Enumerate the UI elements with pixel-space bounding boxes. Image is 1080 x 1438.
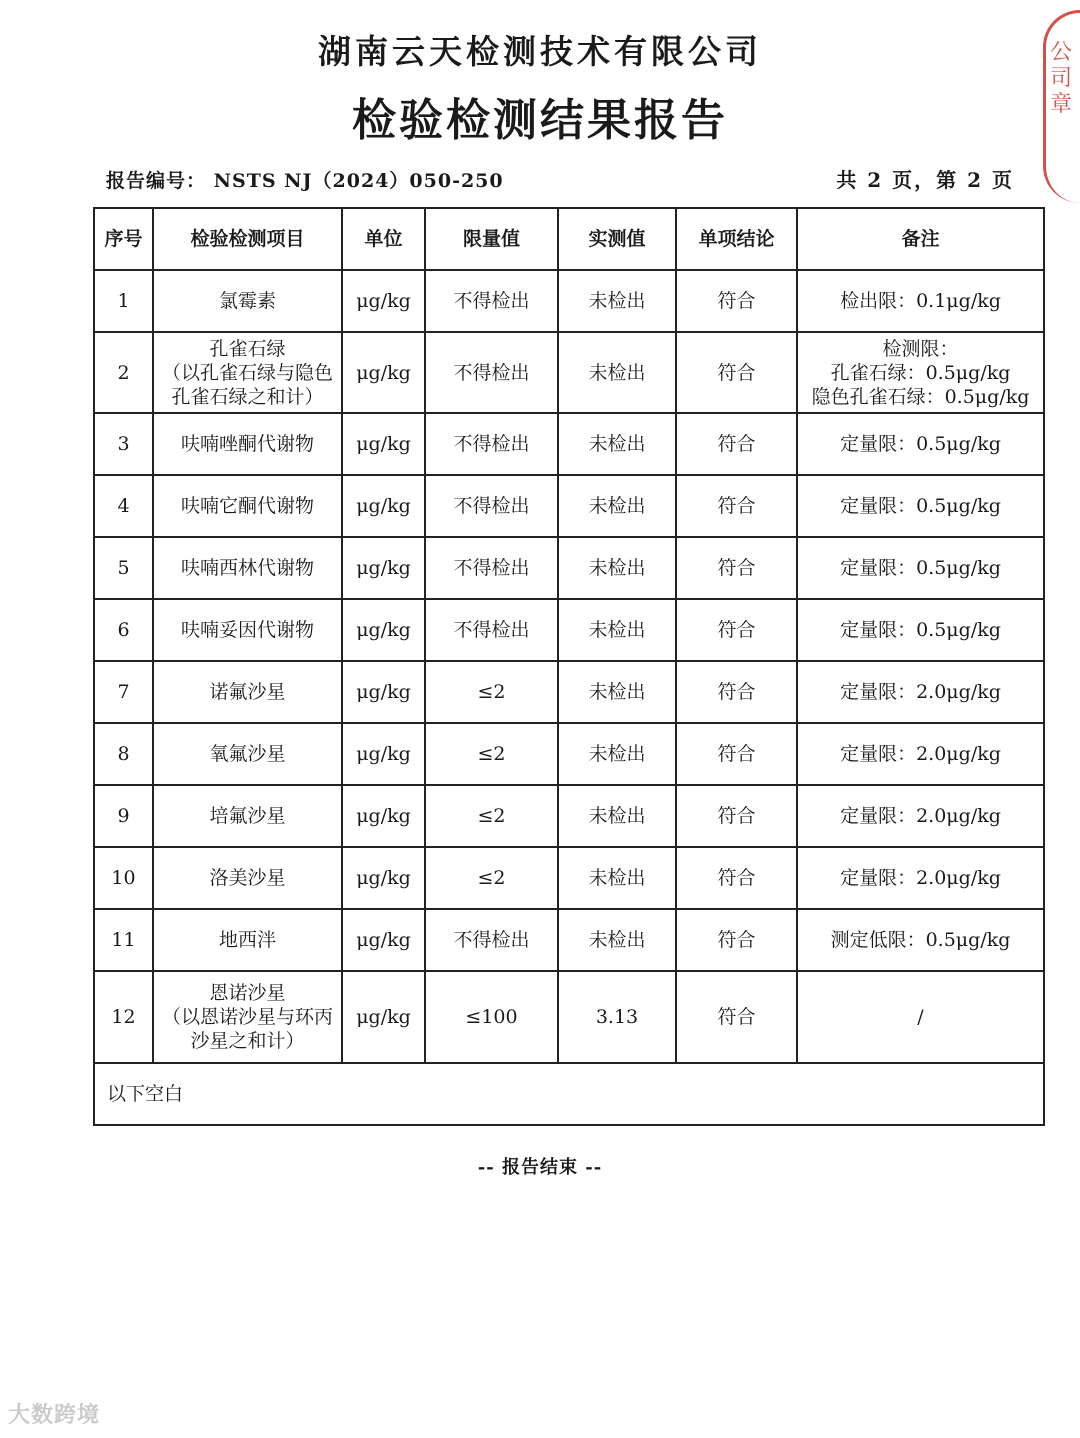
cell-item [153, 723, 342, 785]
cell-no-text: 7 [117, 681, 130, 703]
cell-item [153, 971, 342, 1063]
cell-limit-text: ≤2 [477, 681, 506, 703]
cell-no [94, 332, 153, 413]
cell-remark-text: 隐色孔雀石绿：0.5μg/kg [811, 385, 1030, 408]
cell-no [94, 723, 153, 785]
cell-measured [558, 475, 676, 537]
cell-unit [342, 599, 425, 661]
cell-remark-text: 测定低限：0.5μg/kg [830, 929, 1011, 951]
cell-remark [797, 723, 1044, 785]
cell-item [153, 909, 342, 971]
cell-limit-text: ≤100 [465, 1006, 518, 1028]
table-row [94, 723, 1044, 785]
header-measured: 实测值 [558, 208, 676, 270]
cell-remark-text: 检出限：0.1μg/kg [840, 290, 1001, 312]
cell-remark [797, 332, 1044, 413]
cell-measured-text: 未检出 [588, 619, 646, 641]
cell-remark [797, 413, 1044, 475]
cell-limit-text: 不得检出 [453, 619, 530, 641]
cell-conclusion [676, 971, 797, 1063]
cell-limit-text: 不得检出 [453, 290, 530, 312]
header-remark: 备注 [797, 208, 1044, 270]
cell-unit [342, 909, 425, 971]
cell-conclusion-text: 符合 [717, 681, 756, 703]
cell-item-text: 地西泮 [218, 929, 276, 951]
cell-item-text: 呋喃西林代谢物 [180, 557, 314, 579]
cell-remark [797, 475, 1044, 537]
cell-conclusion [676, 413, 797, 475]
cell-conclusion-text: 符合 [717, 1006, 756, 1028]
cell-conclusion-text: 符合 [717, 433, 756, 455]
cell-item-text: 氯霉素 [218, 290, 276, 312]
cell-no-text: 5 [117, 557, 130, 579]
cell-unit [342, 723, 425, 785]
cell-remark [797, 909, 1044, 971]
cell-item-text: （以恩诺沙星与环丙 [161, 1006, 333, 1028]
cell-item-text: 呋喃它酮代谢物 [180, 495, 314, 517]
cell-conclusion-text: 符合 [717, 290, 756, 312]
cell-conclusion [676, 661, 797, 723]
cell-unit-text: μg/kg [356, 1006, 411, 1028]
cell-unit [342, 475, 425, 537]
cell-item [153, 332, 342, 413]
cell-unit [342, 847, 425, 909]
table-row [94, 909, 1044, 971]
cell-remark [797, 785, 1044, 847]
cell-measured [558, 332, 676, 413]
cell-no-text: 6 [117, 619, 130, 641]
watermark-logo: 大数跨境 [8, 1403, 101, 1428]
cell-unit [342, 661, 425, 723]
cell-item-text: 孔雀石绿 [209, 337, 286, 360]
cell-item-text: 沙星之和计） [190, 1030, 305, 1052]
cell-unit [342, 332, 425, 413]
cell-no-text: 12 [111, 1006, 136, 1028]
cell-no-text: 3 [117, 433, 130, 455]
cell-measured [558, 785, 676, 847]
cell-conclusion [676, 723, 797, 785]
cell-conclusion-text: 符合 [717, 805, 756, 827]
cell-remark [797, 971, 1044, 1063]
cell-item-text: （以孔雀石绿与隐色 [161, 361, 333, 384]
cell-conclusion [676, 847, 797, 909]
cell-item [153, 785, 342, 847]
table-row [94, 475, 1044, 537]
cell-limit [425, 413, 558, 475]
cell-remark-text: 定量限：2.0μg/kg [840, 805, 1001, 827]
cell-limit [425, 537, 558, 599]
cell-unit [342, 785, 425, 847]
cell-unit-text: μg/kg [356, 495, 411, 517]
cell-measured-text: 未检出 [588, 743, 646, 765]
cell-measured-text: 未检出 [588, 361, 646, 384]
cell-unit-text: μg/kg [356, 619, 411, 641]
blank-row [94, 1063, 1044, 1125]
report-title: 检验检测结果报告 [352, 95, 728, 146]
cell-measured-text: 未检出 [588, 495, 646, 517]
cell-no [94, 785, 153, 847]
cell-no-text: 8 [117, 743, 130, 765]
cell-unit [342, 270, 425, 332]
cell-measured [558, 413, 676, 475]
cell-remark [797, 847, 1044, 909]
table-row [94, 537, 1044, 599]
cell-item [153, 475, 342, 537]
cell-item [153, 270, 342, 332]
header-limit: 限量值 [425, 208, 558, 270]
cell-conclusion [676, 332, 797, 413]
header-unit: 单位 [342, 208, 425, 270]
cell-item-text: 孔雀石绿之和计） [171, 385, 324, 408]
blank-note: 以下空白 [94, 1063, 1044, 1125]
cell-item-text: 洛美沙星 [209, 867, 286, 889]
cell-no [94, 661, 153, 723]
cell-item-text: 恩诺沙星 [209, 982, 286, 1004]
table-row [94, 785, 1044, 847]
cell-item [153, 847, 342, 909]
cell-limit [425, 847, 558, 909]
cell-limit [425, 661, 558, 723]
cell-limit-text: 不得检出 [453, 433, 530, 455]
cell-conclusion-text: 符合 [717, 867, 756, 889]
cell-measured [558, 270, 676, 332]
cell-no [94, 971, 153, 1063]
cell-measured [558, 847, 676, 909]
cell-limit [425, 785, 558, 847]
header-conclusion: 单项结论 [676, 208, 797, 270]
cell-unit-text: μg/kg [356, 681, 411, 703]
cell-conclusion [676, 475, 797, 537]
cell-conclusion-text: 符合 [717, 495, 756, 517]
cell-conclusion-text: 符合 [717, 361, 756, 384]
report-end-marker: -- 报告结束 -- [477, 1157, 603, 1178]
cell-measured [558, 909, 676, 971]
cell-unit-text: μg/kg [356, 290, 411, 312]
cell-conclusion [676, 537, 797, 599]
cell-limit-text: 不得检出 [453, 557, 530, 579]
table-row [94, 332, 1044, 413]
cell-no [94, 537, 153, 599]
cell-remark-text: 定量限：0.5μg/kg [840, 433, 1001, 455]
cell-limit [425, 332, 558, 413]
cell-measured-text: 未检出 [588, 557, 646, 579]
cell-unit-text: μg/kg [356, 867, 411, 889]
cell-limit-text: ≤2 [477, 805, 506, 827]
cell-no-text: 1 [117, 290, 130, 312]
table-header-row [94, 208, 1044, 270]
page-count: 共 2 页，第 2 页 [836, 168, 1014, 192]
cell-unit [342, 413, 425, 475]
cell-remark [797, 599, 1044, 661]
company-name: 湖南云天检测技术有限公司 [318, 32, 762, 71]
cell-remark-text: 定量限：0.5μg/kg [840, 557, 1001, 579]
table-row [94, 599, 1044, 661]
cell-measured [558, 723, 676, 785]
cell-measured-text: 未检出 [588, 681, 646, 703]
results-table [93, 207, 1045, 1126]
cell-item [153, 599, 342, 661]
cell-measured [558, 599, 676, 661]
cell-unit-text: μg/kg [356, 743, 411, 765]
cell-no-text: 9 [117, 805, 130, 827]
cell-conclusion [676, 270, 797, 332]
table-row [94, 971, 1044, 1063]
cell-remark-text: 定量限：2.0μg/kg [840, 743, 1001, 765]
cell-no-text: 11 [111, 929, 136, 951]
cell-item-text: 呋喃妥因代谢物 [180, 619, 314, 641]
cell-conclusion-text: 符合 [717, 929, 756, 951]
cell-remark-text: 定量限：2.0μg/kg [840, 681, 1001, 703]
cell-unit [342, 537, 425, 599]
cell-limit-text: 不得检出 [453, 929, 530, 951]
cell-remark-text: 定量限：0.5μg/kg [840, 619, 1001, 641]
cell-limit [425, 723, 558, 785]
header-no: 序号 [94, 208, 153, 270]
cell-measured-text: 未检出 [588, 867, 646, 889]
cell-measured-text: 未检出 [588, 433, 646, 455]
cell-remark [797, 537, 1044, 599]
cell-unit [342, 971, 425, 1063]
cell-conclusion [676, 909, 797, 971]
cell-unit-text: μg/kg [356, 361, 411, 384]
cell-remark [797, 661, 1044, 723]
cell-no [94, 475, 153, 537]
cell-conclusion-text: 符合 [717, 619, 756, 641]
cell-measured-text: 未检出 [588, 805, 646, 827]
seal-text: 公司章 [1050, 40, 1073, 117]
cell-measured-text: 未检出 [588, 929, 646, 951]
cell-no [94, 847, 153, 909]
cell-limit [425, 475, 558, 537]
cell-remark-text: 孔雀石绿：0.5μg/kg [830, 361, 1011, 384]
cell-limit [425, 599, 558, 661]
cell-item-text: 呋喃唑酮代谢物 [180, 433, 314, 455]
cell-measured-text: 3.13 [595, 1006, 639, 1028]
cell-item-text: 培氟沙星 [209, 805, 286, 827]
table-row [94, 847, 1044, 909]
cell-measured-text: 未检出 [588, 290, 646, 312]
cell-item-text: 氧氟沙星 [209, 743, 286, 765]
cell-no-text: 4 [117, 495, 130, 517]
cell-item-text: 诺氟沙星 [209, 681, 286, 703]
cell-no [94, 599, 153, 661]
cell-item [153, 537, 342, 599]
cell-no [94, 909, 153, 971]
cell-remark-text: 定量限：0.5μg/kg [840, 495, 1001, 517]
cell-limit-text: 不得检出 [453, 361, 530, 384]
cell-measured [558, 537, 676, 599]
cell-conclusion [676, 785, 797, 847]
cell-remark-text: 定量限：2.0μg/kg [840, 867, 1001, 889]
cell-unit-text: μg/kg [356, 433, 411, 455]
header-item: 检验检测项目 [153, 208, 342, 270]
cell-no-text: 2 [117, 361, 130, 384]
cell-limit-text: ≤2 [477, 867, 506, 889]
cell-limit-text: 不得检出 [453, 495, 530, 517]
table-row [94, 661, 1044, 723]
cell-remark-text: / [917, 1006, 924, 1028]
cell-conclusion-text: 符合 [717, 557, 756, 579]
report-number: 报告编号： NSTS NJ（2024）050-250 [106, 170, 504, 192]
cell-measured [558, 661, 676, 723]
cell-measured [558, 971, 676, 1063]
cell-unit-text: μg/kg [356, 805, 411, 827]
cell-unit-text: μg/kg [356, 929, 411, 951]
cell-no [94, 270, 153, 332]
cell-conclusion-text: 符合 [717, 743, 756, 765]
cell-limit-text: ≤2 [477, 743, 506, 765]
cell-limit [425, 909, 558, 971]
cell-no [94, 413, 153, 475]
cell-remark-text: 检测限： [882, 337, 959, 360]
cell-item [153, 661, 342, 723]
cell-limit [425, 971, 558, 1063]
cell-item [153, 413, 342, 475]
table-row [94, 413, 1044, 475]
cell-unit-text: μg/kg [356, 557, 411, 579]
cell-conclusion [676, 599, 797, 661]
table-row [94, 270, 1044, 332]
cell-no-text: 10 [111, 867, 136, 889]
cell-remark [797, 270, 1044, 332]
cell-limit [425, 270, 558, 332]
